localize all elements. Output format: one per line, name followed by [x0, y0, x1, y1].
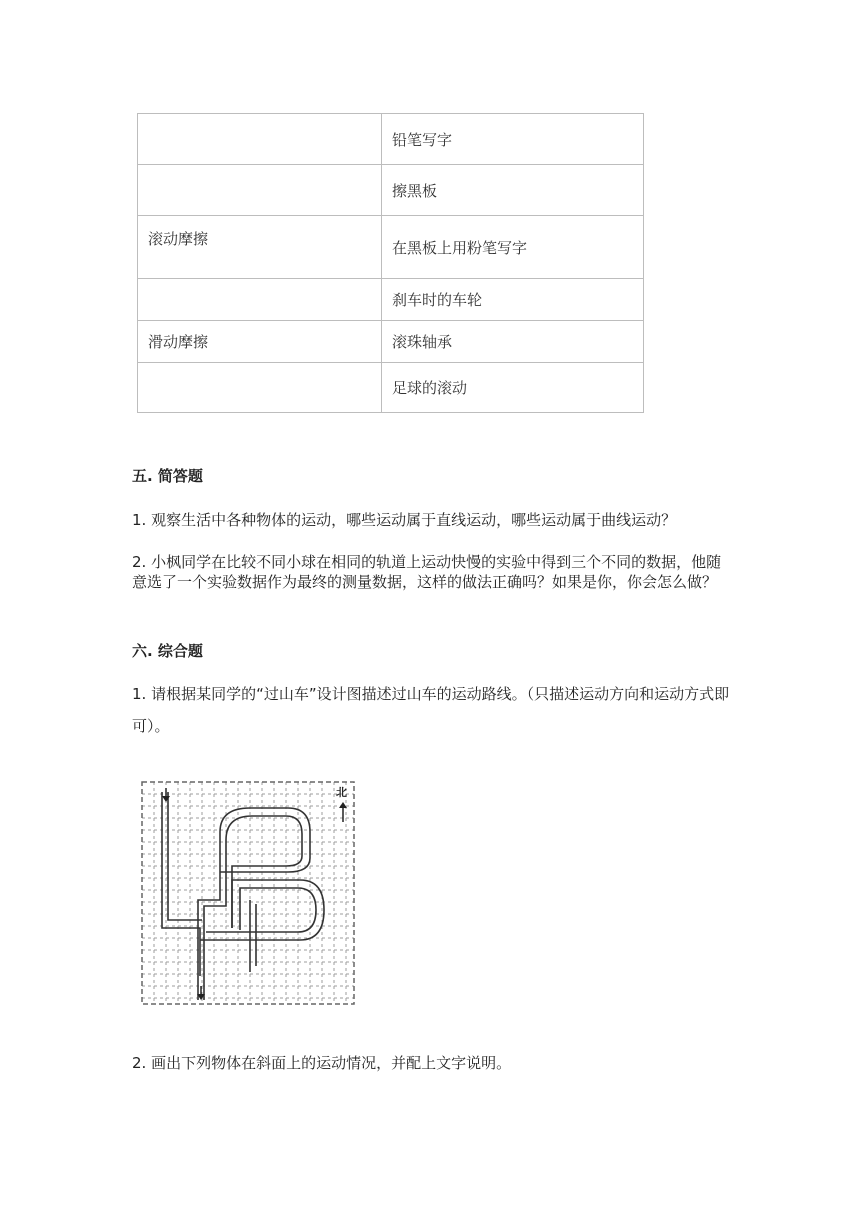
table-row [138, 165, 644, 216]
section-5-question-2: 2. 小枫同学在比较不同小球在相同的轨道上运动快慢的实验中得到三个不同的数据，他随意选了一个实验数据作为最终的测量数据，这样的做法正确吗？如果是你，你会怎么做？ [132, 553, 722, 591]
roller-coaster-track [162, 792, 324, 1000]
section-5-question-1: 1. 观察生活中各种物体的运动，哪些运动属于直线运动，哪些运动属于曲线运动？ [132, 511, 677, 529]
table-cell-right: 滚珠轴承 [382, 321, 644, 363]
section-6-title: 六. 综合题 [132, 642, 203, 660]
table-row [138, 216, 644, 279]
table-cell-left [138, 363, 382, 413]
table-cell-left [138, 279, 382, 321]
table-row [138, 114, 644, 165]
table-cell-left [138, 114, 382, 165]
table-cell-right: 足球的滚动 [382, 363, 644, 413]
table-cell-right: 在黑板上用粉笔写字 [382, 216, 644, 279]
friction-matching-table [137, 113, 644, 413]
table-cell-left: 滑动摩擦 [138, 321, 382, 363]
table-cell-left [138, 165, 382, 216]
start-arrow-icon [162, 788, 170, 802]
table-row [138, 321, 644, 363]
section-6-question-2: 2. 画出下列物体在斜面上的运动情况，并配上文字说明。 [132, 1054, 512, 1072]
section-5-title: 五. 简答题 [132, 467, 203, 485]
north-label: 北 [336, 786, 347, 799]
table-row [138, 279, 644, 321]
section-6-question-1: 1. 请根据某同学的“过山车”设计图描述过山车的运动路线。（只描述运动方向和运动方式即可）。 [132, 685, 730, 735]
table-cell-right: 刹车时的车轮 [382, 279, 644, 321]
grid-lines [142, 782, 354, 1004]
table-row [138, 363, 644, 413]
table-cell-left: 滚动摩擦 [138, 216, 382, 279]
table-cell-right: 铅笔写字 [382, 114, 644, 165]
roller-coaster-design-figure [140, 780, 356, 1006]
table-cell-right: 擦黑板 [382, 165, 644, 216]
